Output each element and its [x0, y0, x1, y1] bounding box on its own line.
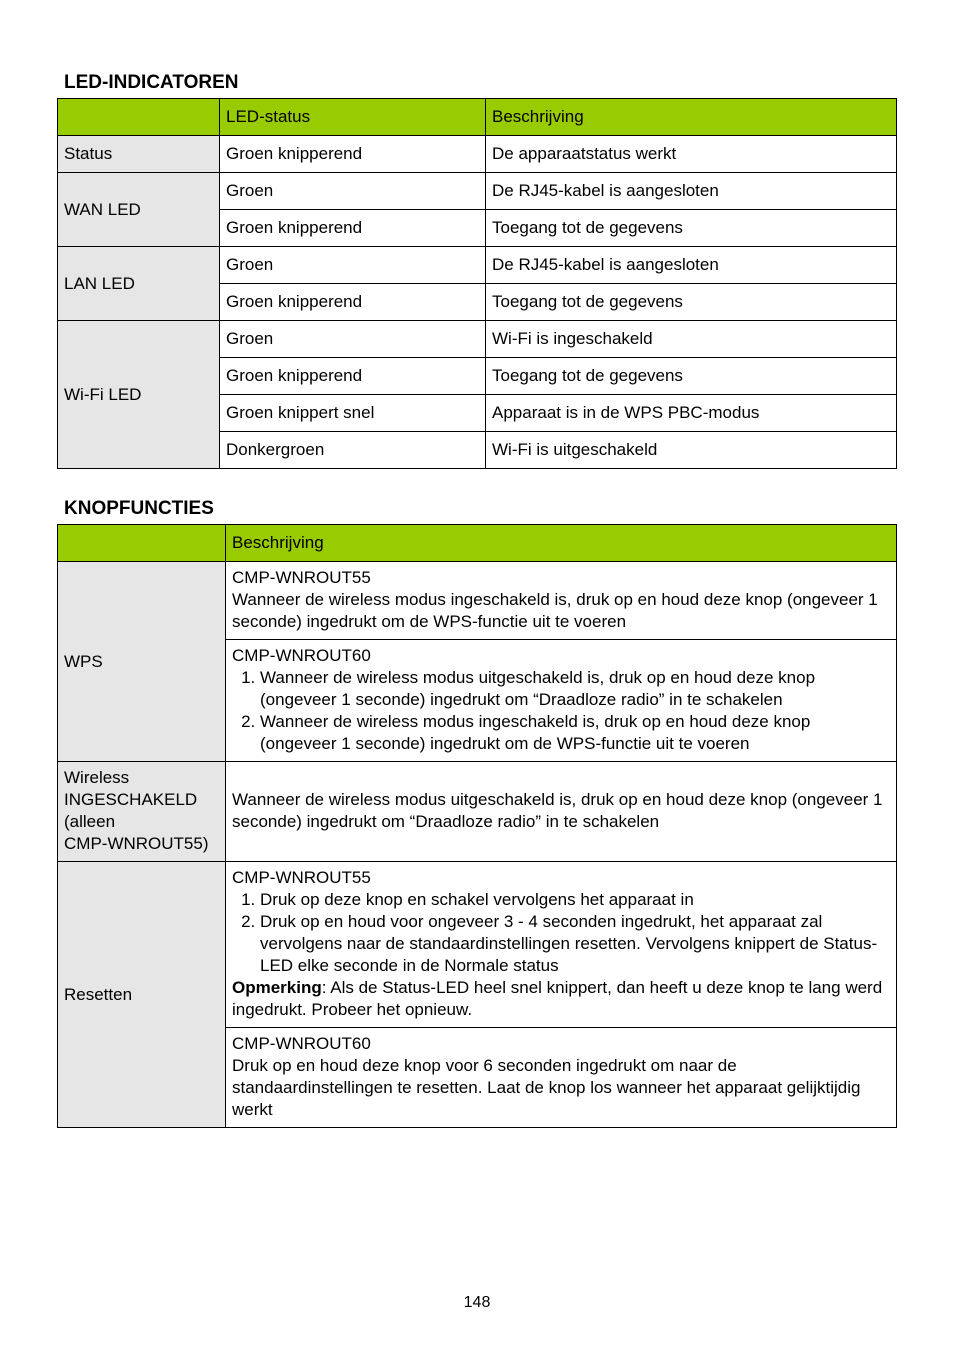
header-cell-empty	[58, 525, 226, 562]
wireless-label-line: CMP-WNROUT55)	[64, 834, 209, 853]
row-label-wps: WPS	[58, 562, 226, 762]
list-item: 2. Druk op en houd voor ongeveer 3 - 4 seconden ingedrukt, het apparaat zal vervolgens naar de standaardinstellingen resetten. Vervolgens knippert de Status-LED elke seconde in de Normale status	[260, 911, 890, 977]
led-description: De RJ45-kabel is aangesloten	[486, 247, 897, 284]
row-label-wan: WAN LED	[58, 173, 220, 247]
row-label-lan: LAN LED	[58, 247, 220, 321]
model-name: CMP-WNROUT60	[232, 1034, 371, 1053]
row-label-wireless	[58, 762, 226, 862]
wireless-label-line: INGESCHAKELD	[64, 790, 198, 809]
wps-steps	[232, 667, 890, 755]
led-description: Toegang tot de gegevens	[486, 358, 897, 395]
wireless-label-line: Wireless	[64, 768, 130, 787]
wps-block-60	[226, 640, 897, 762]
model-name: CMP-WNROUT55	[232, 568, 371, 587]
model-name: CMP-WNROUT60	[232, 646, 371, 665]
table-row	[58, 762, 897, 862]
table-row	[58, 862, 897, 1028]
led-table-header	[58, 99, 897, 136]
list-item: 1. Wanneer de wireless modus uitgeschakeld is, druk op en houd deze knop (ongeveer 1 seconde) ingedrukt om “Draadloze radio” in te schakelen	[260, 667, 890, 711]
led-state: Groen knipperend	[220, 210, 486, 247]
model-name: CMP-WNROUT55	[232, 868, 371, 887]
wireless-text: Wanneer de wireless modus uitgeschakeld is, druk op en houd deze knop (ongeveer 1 seconde) ingedrukt om “Draadloze radio” in te schakelen	[226, 762, 897, 862]
list-item: 2. Wanneer de wireless modus ingeschakeld is, druk op en houd deze knop (ongeveer 1 seconde) ingedrukt om de WPS-functie uit te voeren	[260, 711, 890, 755]
button-table	[57, 524, 897, 1128]
page-number: 148	[463, 1294, 491, 1311]
wps-block-55	[226, 562, 897, 640]
note-text: : Als de Status-LED heel snel knippert, dan heeft u deze knop te lang werd ingedrukt. Probeer het opnieuw.	[232, 978, 883, 1019]
wireless-label-line: (alleen	[64, 812, 116, 831]
button-table-header	[58, 525, 897, 562]
led-state: Groen knipperend	[220, 358, 486, 395]
led-state: Donkergroen	[220, 432, 486, 469]
led-state: Groen knipperend	[220, 136, 486, 173]
row-label-reset: Resetten	[58, 862, 226, 1128]
table-row	[58, 173, 897, 210]
table-row	[58, 562, 897, 640]
reset-note	[232, 977, 890, 1021]
reset-text: Druk op en houd deze knop voor 6 seconden ingedrukt om naar de standaardinstellingen te resetten. Laat de knop los wanneer het apparaat gelijktijdig werkt	[232, 1056, 861, 1119]
header-cell-empty	[58, 99, 220, 136]
led-description: Wi-Fi is ingeschakeld	[486, 321, 897, 358]
led-description: De apparaatstatus werkt	[486, 136, 897, 173]
wps-text: Wanneer de wireless modus ingeschakeld is, druk op en houd deze knop (ongeveer 1 seconde) ingedrukt om de WPS-functie uit te voeren	[232, 590, 878, 631]
led-state: Groen	[220, 247, 486, 284]
header-cell-description: Beschrijving	[486, 99, 897, 136]
table-row	[58, 321, 897, 358]
led-state: Groen knipperend	[220, 284, 486, 321]
led-description: De RJ45-kabel is aangesloten	[486, 173, 897, 210]
note-label: Opmerking	[232, 978, 322, 997]
led-description: Apparaat is in de WPS PBC-modus	[486, 395, 897, 432]
led-description: Wi-Fi is uitgeschakeld	[486, 432, 897, 469]
reset-steps	[232, 889, 890, 977]
led-section-title: LED-INDICATOREN	[64, 72, 239, 93]
table-row	[58, 247, 897, 284]
table-row	[58, 136, 897, 173]
led-state: Groen	[220, 321, 486, 358]
reset-block-60	[226, 1028, 897, 1128]
led-table	[57, 98, 897, 469]
led-description: Toegang tot de gegevens	[486, 284, 897, 321]
reset-block-55	[226, 862, 897, 1028]
led-description: Toegang tot de gegevens	[486, 210, 897, 247]
led-state: Groen	[220, 173, 486, 210]
list-item: 1. Druk op deze knop en schakel vervolgens het apparaat in	[260, 889, 890, 911]
row-label-wifi: Wi-Fi LED	[58, 321, 220, 469]
header-cell-led-status: LED-status	[220, 99, 486, 136]
button-section-title: KNOPFUNCTIES	[64, 498, 214, 519]
header-cell-description: Beschrijving	[226, 525, 897, 562]
led-state: Groen knippert snel	[220, 395, 486, 432]
row-label-status: Status	[58, 136, 220, 173]
